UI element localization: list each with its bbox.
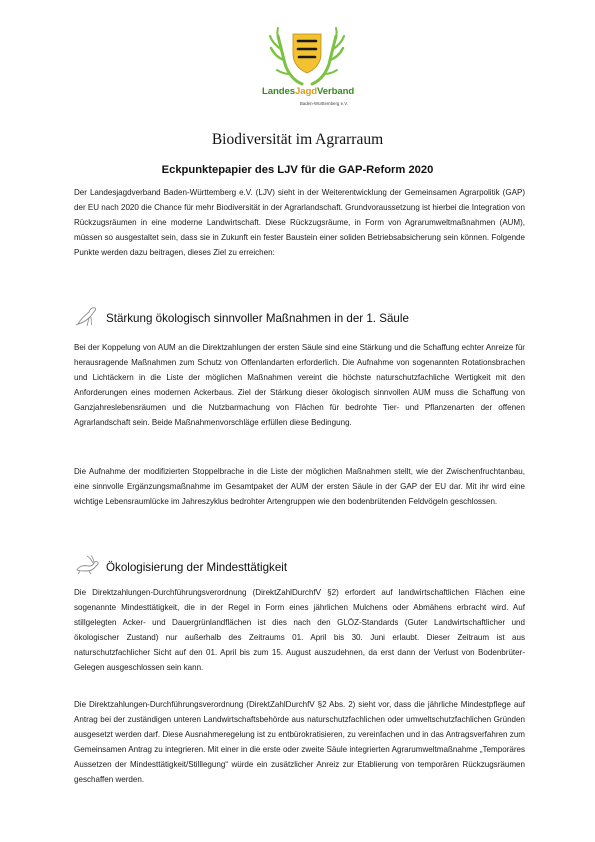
document-title: Biodiversität im Agrarraum — [211, 131, 384, 148]
section-heading-text: Ökologisierung der Mindesttätigkeit — [106, 561, 288, 574]
section-2-paragraph-2: Die Direktzahlungen-Durchführungsverordnung (DirektZahlDurchfV §2 Abs. 2) sieht vor, dass die jährliche Mindestpflege auf Antrag bei der zuständigen unteren Landwirtschaftsbehörde aus naturschutzfachlichen oder umweltschutzfachlichen Gründen ausgesetzt werden darf. Diese Ausnahmeregelung ist zu entbürokratisieren, zu vereinfachen und in das Antragsverfahren zum Gemeinsamen Antrag zu integrieren. Mit einer in die erste oder zweite Säule integrierten Agrarumweltmaßnahme „Temporäres Aussetzen der Mindesttätigkeit/Stilllegung“ würde ein zusätzlicher Anreiz zur Etablierung von temporären Rückzugsräumen geschaffen werden. — [74, 700, 525, 784]
bird-icon — [74, 304, 100, 328]
hare-icon — [74, 553, 100, 577]
logo-wordmark: LandesJagdVerband — [262, 86, 355, 97]
ljv-logo — [262, 24, 355, 120]
section-heading-1 — [74, 304, 525, 330]
section-1-paragraph-2: Die Aufnahme der modifizierten Stoppelbrache in die Liste der möglichen Maßnahmen stellt, wie der Zwischenfruchtanbau, eine sinnvolle Ergänzungsmaßnahme im Gesamtpaket der AUM der ersten Säule in der GAP der EU dar. Mit ihr wird eine wichtige Lebensraumlücke im Jahreszyklus bedrohter Artengruppen wie den bodenbrütenden Feldvögeln geschlossen. — [74, 467, 525, 506]
logo-subline: Baden-Württemberg e.V. — [299, 101, 348, 106]
document-subtitle: Eckpunktepapier des LJV für die GAP-Reform 2020 — [161, 164, 434, 176]
section-1-paragraph-1: Bei der Koppelung von AUM an die Direktzahlungen der ersten Säule sind eine Stärkung und die Schaffung echter Anreize für herausragende Maßnahmen zum Schutz von Offenlandarten erforderlich. Die Aufnahme von sogenannten Rotationsbrachen und Lichtäckern in die Liste der möglichen Maßnahmen vereint die höchste naturschutzfachliche Wertigkeit mit den Anforderungen eines modernen Ackerbaus. Ziel der Stärkung dieser ökologisch sinnvollen AUM muss die Schaffung von Ganzjahreslebensräumen und die Nutzbarmachung von Flächen für bedrohte Tier- und Pflanzenarten der offenen Agrarlandschaft sein. Beide Maßnahmenvorschläge erfüllen diese Bedingung. — [74, 343, 525, 427]
intro-paragraph: Der Landesjagdverband Baden-Württemberg e.V. (LJV) sieht in der Weiterentwicklung der Gemeinsamen Agrarpolitik (GAP) der EU nach 2020 die Chance für mehr Biodiversität in der Agrarlandschaft. Grundvoraussetzung ist hierbei die Integration von Rückzugsräumen in eine moderne Landwirtschaft. Diese Rückzugsräume, in Form von Agrarumweltmaßnahmen (AUM), müssen so ausgestaltet sein, dass sie in Zukunft ein fester Baustein einer soliden Betriebsabsicherung sein können. Folgende Punkte werden dazu beitragen, dieses Ziel zu erreichen: — [74, 188, 525, 257]
section-2-paragraph-1: Die Direktzahlungen-Durchführungsverordnung (DirektZahlDurchfV §2) erfordert auf landwirtschaftlichen Flächen eine sogenannte Mindesttätigkeit, die in der Regel in Form eines jährlichen Mulchens oder Abmähens erbracht wird. Auf stillgelegten Acker- und Dauergrünlandflächen ist dies nach den GLÖZ-Standards (Guter Landwirtschaftlicher und ökologischer Zustand) nur außerhalb des Zeitraums 01. April bis 30. Juni erlaubt. Dieser Zeitraum ist aus naturschutzfachlicher Sicht auf den 01. April bis zum 15. August auszudehnen, da erst dann der Verlust von Bodenbrüter-Gelegen ausgeschlossen sein kann. — [74, 588, 525, 672]
section-heading-text: Stärkung ökologisch sinnvoller Maßnahmen in der 1. Säule — [106, 312, 409, 325]
antler-shield-icon — [262, 24, 352, 88]
section-heading-2 — [74, 553, 525, 579]
